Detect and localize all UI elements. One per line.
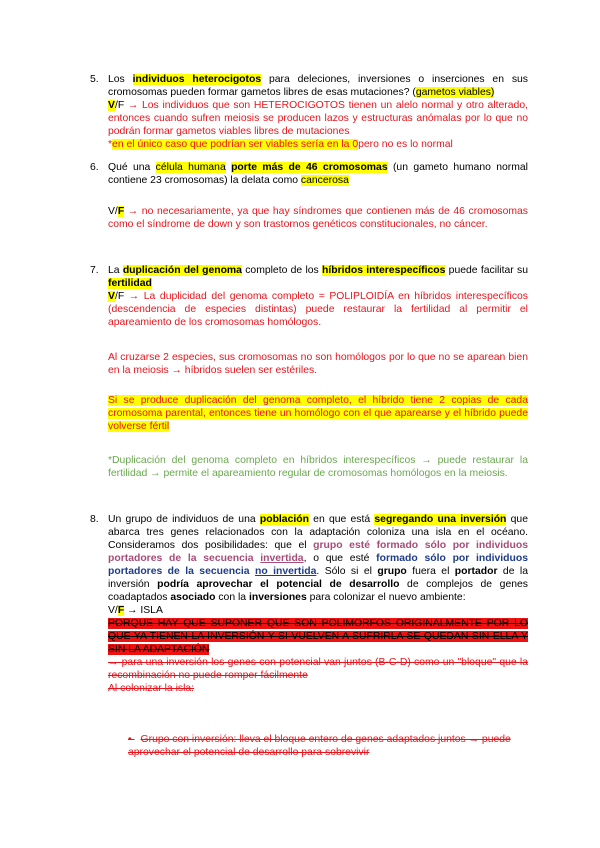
text: en que está bbox=[308, 514, 375, 525]
highlighted-term: porte más de 46 cromosomas bbox=[231, 162, 388, 173]
blue-underlined-term: no invertida bbox=[254, 566, 317, 577]
question-7 bbox=[108, 264, 528, 329]
answer-label: → ISLA bbox=[124, 605, 163, 616]
purple-underlined-term: invertida bbox=[260, 553, 304, 564]
false-mark: /F bbox=[114, 100, 125, 111]
text: fuera el bbox=[406, 566, 455, 577]
text: Los bbox=[108, 74, 133, 85]
text: . Sólo si el bbox=[316, 566, 378, 577]
highlighted-term: población bbox=[259, 514, 309, 525]
false-mark: /F bbox=[114, 291, 125, 302]
struck-bullet bbox=[128, 733, 526, 759]
text: Qué una bbox=[108, 162, 156, 173]
bold-term: portador bbox=[454, 566, 498, 577]
bullet-text: Grupo con inversión: lleva el bloque entero de genes adaptados juntos → puede aprovechar el potencial de desarrollo para sobrevivir bbox=[128, 734, 511, 758]
bold-term: podría aprovechar el potencial de desarrollo bbox=[157, 579, 400, 590]
true-mark: V/ bbox=[108, 206, 118, 217]
bold-term: asociado bbox=[170, 592, 216, 603]
text: para deleciones, inversiones o inserciones en sus cromosomas pueden formar gametos libres de esas mutaciones? ( bbox=[108, 74, 528, 98]
highlighted-term: segregando una inversión bbox=[374, 514, 507, 525]
false-mark: F bbox=[117, 605, 125, 616]
answer-6 bbox=[108, 205, 528, 231]
question-number: 6. bbox=[90, 162, 99, 173]
answer-8-mark bbox=[108, 605, 163, 616]
true-mark: V bbox=[108, 100, 115, 111]
text: de complejos de genes coadaptados bbox=[108, 579, 528, 603]
text: para colonizar el nuevo ambiente: bbox=[306, 592, 466, 603]
question-6 bbox=[108, 161, 528, 187]
bold-term: grupo bbox=[377, 566, 407, 577]
answer-text: → no necesariamente, ya que hay síndromes que contienen más de 46 cromosomas como el síndrome de down y son trastornos genéticos constitucionales, no cáncer. bbox=[108, 206, 528, 230]
text: completo de los bbox=[241, 265, 323, 276]
struck-highlighted-answer: PORQUE HAY QUE SUPONER QUE SON POLIMORFOS ORIGINALMENTE POR LO QUE YA TIENEN LA INVERSIÓN Y SI VUELVEN A SUFRIRLA SE QUEDAN SIN ELLA Y SIN LA ADAPTACIÓN bbox=[108, 618, 528, 655]
true-mark: V bbox=[108, 291, 115, 302]
text: Un grupo de individuos de una bbox=[108, 514, 260, 525]
text: , o que esté bbox=[303, 553, 377, 564]
highlighted-term: fertilidad bbox=[108, 278, 152, 289]
false-mark: F bbox=[117, 206, 125, 217]
note-text: pero no es lo normal bbox=[358, 139, 453, 150]
answer-7 bbox=[108, 291, 528, 328]
highlighted-term: individuos heterocigotos bbox=[132, 74, 262, 85]
question-number: 7. bbox=[90, 265, 99, 276]
text: puede facilitar su bbox=[445, 265, 528, 276]
answer-text: → La duplicidad del genoma completo = POLIPLOIDÍA en híbridos interespecíficos (descendencia de especies distintas) puede restaurar la fertilidad al permitir el apareamiento de los cromosomas homólogos. bbox=[108, 291, 528, 328]
purple-term: grupo esté formado sólo por individuos portadores de la secuencia bbox=[108, 540, 528, 564]
answer-5 bbox=[108, 100, 528, 137]
text: que abarca tres genes relacionados con la adaptación coloniza una isla en el océano. Consideramos dos posibilidades: que el bbox=[108, 514, 528, 551]
bold-term: inversiones bbox=[248, 592, 307, 603]
highlighted-term: célula humana bbox=[155, 162, 226, 173]
answer-7-summary: *Duplicación del genoma completo en híbridos interespecíficos → puede restaurar la fertilidad → permite el apareamiento regular de cromosomas homólogos en la meiosis. bbox=[108, 455, 528, 479]
struck-note: Al colonizar la isla: bbox=[108, 683, 195, 694]
text: (un gameto humano normal contiene 23 cromosomas) la delata como bbox=[108, 162, 528, 186]
highlighted-note: en el único caso que podrían ser viables sería en la 0 bbox=[112, 139, 359, 150]
asterisk: * bbox=[108, 139, 113, 150]
question-number: 8. bbox=[90, 514, 99, 525]
question-number: 5. bbox=[90, 74, 99, 85]
text: de la inversión bbox=[108, 566, 528, 590]
answer-7-paragraph-2: Al cruzarse 2 especies, sus cromosomas no son homólogos por lo que no se aparean bien en la meiosis → híbridos suelen ser estériles. bbox=[108, 352, 528, 376]
text: La bbox=[108, 265, 123, 276]
bullet-icon: • bbox=[128, 734, 132, 745]
highlighted-term: híbridos interespecíficos bbox=[322, 265, 446, 276]
note-5 bbox=[108, 139, 453, 150]
highlighted-term: duplicación del genoma bbox=[122, 265, 242, 276]
true-mark: V/ bbox=[108, 605, 118, 616]
struck-note: → para una inversión los genes con potencial van juntos (B-C-D) como un "bloque" que la recombinación no puede romper fácilmente bbox=[108, 657, 528, 681]
highlighted-term: cancerosa bbox=[300, 175, 349, 186]
answer-7-paragraph-3 bbox=[108, 394, 528, 433]
highlighted-answer: Si se produce duplicación del genoma completo, el híbrido tiene 2 copias de cada cromosoma parental, entonces tiene un homólogo con el que aparearse y el híbrido puede volverse fértil bbox=[108, 395, 528, 432]
highlighted-term: gametos viables) bbox=[415, 87, 495, 98]
blue-term: formado sólo por individuos portadores de la secuencia bbox=[108, 553, 528, 577]
text: con la bbox=[215, 592, 249, 603]
question-8 bbox=[108, 513, 528, 695]
question-5 bbox=[108, 73, 528, 151]
answer-text: → Los individuos que son HETEROCIGOTOS tienen un alelo normal y otro alterado, entonces cuando sufren meiosis se producen lazos y estructuras anómalas por lo que no podrán formar gametos viables libres de mutaciones bbox=[108, 100, 528, 137]
